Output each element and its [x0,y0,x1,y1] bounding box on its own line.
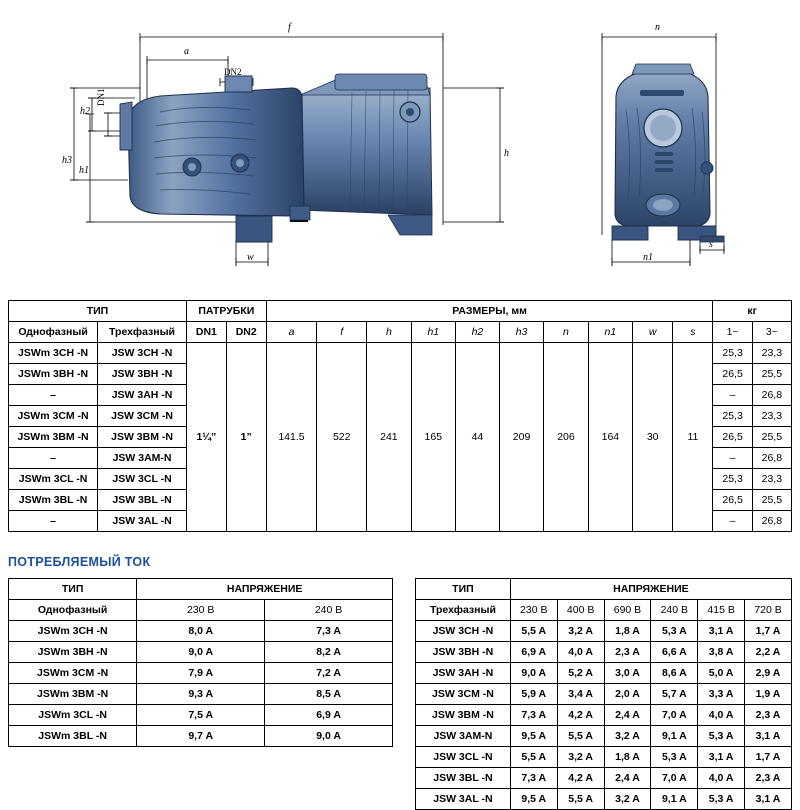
cell-w1-3: 25,3 [713,406,752,427]
cell-v1-1ph-1: 9,0 A [137,642,265,663]
cell-three-1: JSW 3BH -N [98,364,187,385]
cell-v2-1ph-2: 7,2 A [265,663,393,684]
cell-3ph-2-2: 3,0 A [604,663,651,684]
cell-s-merged: 11 [673,343,713,532]
table-row [416,726,792,747]
cell-3ph-3-2: 2,0 A [604,684,651,705]
cell-3ph-6-4: 3,1 A [698,747,745,768]
header-type: ТИП [9,301,187,322]
cell-w1-4: 26,5 [713,427,752,448]
cell-w3-5: 26,8 [752,448,791,469]
cell-3ph-7-3: 7,0 A [651,768,698,789]
cell-three-3: JSW 3CM -N [98,406,187,427]
header-n: n [544,322,588,343]
table-row [9,642,393,663]
header-dn2: DN2 [226,322,266,343]
cell-3ph-1-0: 6,9 A [510,642,557,663]
cell-w1-1: 26,5 [713,364,752,385]
dim-label-w: w [247,252,254,263]
cell-3ph-0-3: 5,3 A [651,621,698,642]
cell-3ph-1-5: 2,2 A [745,642,792,663]
dim-label-h2: h2 [80,106,90,117]
cell-w3-2: 26,8 [752,385,791,406]
cell-single-0: JSWm 3CH -N [9,343,98,364]
dim-label-n1: n1 [643,252,653,263]
cell-type-1ph-1: JSWm 3BH -N [9,642,137,663]
technical-drawing [0,0,800,290]
cell-3ph-8-2: 3,2 A [604,789,651,810]
cell-type-3ph-2: JSW 3AH -N [416,663,511,684]
header-sizes: РАЗМЕРЫ, мм [266,301,713,322]
pump-drawings-svg [0,0,800,290]
cell-v2-1ph-1: 8,2 A [265,642,393,663]
cell-3ph-6-1: 3,2 A [557,747,604,768]
cell-3ph-4-1: 4,2 A [557,705,604,726]
header-w: w [633,322,673,343]
cell-type-1ph-3: JSWm 3BM -N [9,684,137,705]
cell-3ph-7-1: 4,2 A [557,768,604,789]
cell-type-1ph-4: JSWm 3CL -N [9,705,137,726]
cell-v1-1ph-4: 7,5 A [137,705,265,726]
cell-3ph-1-3: 6,6 A [651,642,698,663]
header-dn1: DN1 [186,322,226,343]
cell-w3-7: 25,5 [752,490,791,511]
cell-three-6: JSW 3CL -N [98,469,187,490]
table-row [416,747,792,768]
table-row [9,343,792,364]
three-phase-current-table [415,578,792,810]
header-subtype-3ph: Трехфазный [416,600,511,621]
cell-single-2: – [9,385,98,406]
cell-3ph-8-0: 9,5 A [510,789,557,810]
cell-3ph-5-2: 3,2 A [604,726,651,747]
cell-h3-merged: 209 [499,343,543,532]
header-v415-3ph: 415 В [698,600,745,621]
cell-type-3ph-0: JSW 3CH -N [416,621,511,642]
cell-v1-1ph-2: 7,9 A [137,663,265,684]
cell-3ph-4-2: 2,4 A [604,705,651,726]
cell-h1-merged: 165 [411,343,455,532]
table-header-row [9,600,393,621]
cell-f-merged: 522 [317,343,367,532]
cell-3ph-2-0: 9,0 A [510,663,557,684]
table-row [9,621,393,642]
dim-label-s: s [709,239,713,250]
cell-h-merged: 241 [367,343,411,532]
cell-3ph-0-1: 3,2 A [557,621,604,642]
header-ports: ПАТРУБКИ [186,301,266,322]
header-voltage-1ph: НАПРЯЖЕНИЕ [137,579,393,600]
cell-single-8: – [9,511,98,532]
header-h3: h3 [499,322,543,343]
cell-3ph-1-1: 4,0 A [557,642,604,663]
cell-single-7: JSWm 3BL -N [9,490,98,511]
cell-3ph-5-0: 9,5 A [510,726,557,747]
table-row [9,684,393,705]
table-row [416,684,792,705]
cell-3ph-0-0: 5,5 A [510,621,557,642]
header-h1: h1 [411,322,455,343]
cell-w3-8: 26,8 [752,511,791,532]
cell-3ph-3-4: 3,3 A [698,684,745,705]
cell-type-3ph-4: JSW 3BM -N [416,705,511,726]
dim-label-h: h [504,148,509,159]
cell-3ph-7-5: 2,3 A [745,768,792,789]
dim-label-h3: h3 [62,155,72,166]
header-weight-3ph: 3~ [752,322,791,343]
table-row [416,621,792,642]
cell-w3-6: 23,3 [752,469,791,490]
cell-h2-merged: 44 [455,343,499,532]
table-header-row [416,600,792,621]
header-v720-3ph: 720 В [745,600,792,621]
cell-3ph-2-3: 8,6 A [651,663,698,684]
cell-3ph-0-4: 3,1 A [698,621,745,642]
table-row [9,726,393,747]
cell-w1-7: 26,5 [713,490,752,511]
cell-type-3ph-5: JSW 3AM-N [416,726,511,747]
cell-w3-1: 25,5 [752,364,791,385]
cell-three-2: JSW 3AH -N [98,385,187,406]
pump-side-view [120,74,432,242]
cell-type-3ph-7: JSW 3BL -N [416,768,511,789]
cell-v2-1ph-5: 9,0 A [265,726,393,747]
cell-type-3ph-6: JSW 3CL -N [416,747,511,768]
cell-type-3ph-8: JSW 3AL -N [416,789,511,810]
cell-3ph-0-5: 1,7 A [745,621,792,642]
dim-label-n: n [655,22,660,33]
cell-type-1ph-0: JSWm 3CH -N [9,621,137,642]
table-header-row [416,579,792,600]
dim-label-dn1: DN1 [96,88,106,106]
header-a: a [266,322,317,343]
cell-three-4: JSW 3BM -N [98,427,187,448]
header-h: h [367,322,411,343]
header-v230-3ph: 230 В [510,600,557,621]
cell-dn1-merged: 1¼” [186,343,226,532]
header-v240-3ph: 240 В [651,600,698,621]
cell-3ph-5-5: 3,1 A [745,726,792,747]
header-type-1ph: ТИП [9,579,137,600]
cell-3ph-2-4: 5,0 A [698,663,745,684]
cell-w1-8: – [713,511,752,532]
header-s: s [673,322,713,343]
cell-w3-0: 23,3 [752,343,791,364]
cell-v2-1ph-0: 7,3 A [265,621,393,642]
dim-label-a: a [184,46,189,57]
cell-n-merged: 206 [544,343,588,532]
cell-3ph-5-4: 5,3 A [698,726,745,747]
cell-v2-1ph-4: 6,9 A [265,705,393,726]
table-header-row-2 [9,322,792,343]
header-v400-3ph: 400 В [557,600,604,621]
cell-v1-1ph-0: 8,0 A [137,621,265,642]
cell-3ph-6-0: 5,5 A [510,747,557,768]
header-voltage-3ph: НАПРЯЖЕНИЕ [510,579,791,600]
cell-3ph-3-1: 3,4 A [557,684,604,705]
cell-w3-3: 23,3 [752,406,791,427]
cell-w1-0: 25,3 [713,343,752,364]
cell-three-0: JSW 3CH -N [98,343,187,364]
header-n1: n1 [588,322,632,343]
cell-3ph-8-3: 9,1 A [651,789,698,810]
cell-type-1ph-2: JSWm 3CM -N [9,663,137,684]
cell-3ph-1-2: 2,3 A [604,642,651,663]
cell-3ph-4-3: 7,0 A [651,705,698,726]
cell-3ph-3-0: 5,9 A [510,684,557,705]
cell-three-7: JSW 3BL -N [98,490,187,511]
cell-three-5: JSW 3AM-N [98,448,187,469]
header-single-phase: Однофазный [9,322,98,343]
cell-n1-merged: 164 [588,343,632,532]
cell-w1-6: 25,3 [713,469,752,490]
cell-3ph-4-0: 7,3 A [510,705,557,726]
cell-3ph-2-1: 5,2 A [557,663,604,684]
header-weight: кг [713,301,792,322]
cell-3ph-2-5: 2,9 A [745,663,792,684]
table-row [9,705,393,726]
cell-dn2-merged: 1” [226,343,266,532]
header-v230-1ph: 230 В [137,600,265,621]
cell-single-5: – [9,448,98,469]
cell-single-1: JSWm 3BH -N [9,364,98,385]
cell-3ph-3-5: 1,9 A [745,684,792,705]
cell-three-8: JSW 3AL -N [98,511,187,532]
cell-3ph-8-1: 5,5 A [557,789,604,810]
single-phase-current-table [8,578,393,747]
table-row [416,642,792,663]
table-row [416,663,792,684]
cell-3ph-6-5: 1,7 A [745,747,792,768]
table-header-row [9,579,393,600]
cell-3ph-6-2: 1,8 A [604,747,651,768]
cell-v2-1ph-3: 8,5 A [265,684,393,705]
cell-3ph-4-4: 4,0 A [698,705,745,726]
cell-3ph-7-0: 7,3 A [510,768,557,789]
table-row [9,663,393,684]
cell-3ph-7-2: 2,4 A [604,768,651,789]
cell-v1-1ph-5: 9,7 A [137,726,265,747]
current-section-title: ПОТРЕБЛЯЕМЫЙ ТОК [8,555,151,569]
cell-type-3ph-3: JSW 3CM -N [416,684,511,705]
header-v690-3ph: 690 В [604,600,651,621]
header-type-3ph: ТИП [416,579,511,600]
cell-v1-1ph-3: 9,3 A [137,684,265,705]
cell-3ph-8-4: 5,3 A [698,789,745,810]
header-weight-1ph: 1~ [713,322,752,343]
table-row [416,768,792,789]
cell-single-6: JSWm 3CL -N [9,469,98,490]
dimensions-table [8,300,792,532]
table-row [416,705,792,726]
header-f: f [317,322,367,343]
cell-type-3ph-1: JSW 3BH -N [416,642,511,663]
header-v240-1ph: 240 В [265,600,393,621]
cell-3ph-5-1: 5,5 A [557,726,604,747]
dim-label-f: f [288,22,291,33]
cell-single-4: JSWm 3BM -N [9,427,98,448]
cell-3ph-6-3: 5,3 A [651,747,698,768]
header-h2: h2 [455,322,499,343]
cell-3ph-8-5: 3,1 A [745,789,792,810]
header-three-phase: Трехфазный [98,322,187,343]
cell-a-merged: 141.5 [266,343,317,532]
table-header-row-1 [9,301,792,322]
cell-w3-4: 25,5 [752,427,791,448]
cell-w1-5: – [713,448,752,469]
cell-w1-2: – [713,385,752,406]
table-row [416,789,792,810]
cell-type-1ph-5: JSWm 3BL -N [9,726,137,747]
cell-3ph-7-4: 4,0 A [698,768,745,789]
dim-label-h1: h1 [79,165,89,176]
cell-3ph-4-5: 2,3 A [745,705,792,726]
cell-3ph-0-2: 1,8 A [604,621,651,642]
cell-3ph-5-3: 9,1 A [651,726,698,747]
cell-3ph-1-4: 3,8 A [698,642,745,663]
header-subtype-1ph: Однофазный [9,600,137,621]
cell-w-merged: 30 [633,343,673,532]
cell-single-3: JSWm 3CM -N [9,406,98,427]
pump-front-view [612,64,724,242]
dim-label-dn2: DN2 [224,67,242,77]
cell-3ph-3-3: 5,7 A [651,684,698,705]
